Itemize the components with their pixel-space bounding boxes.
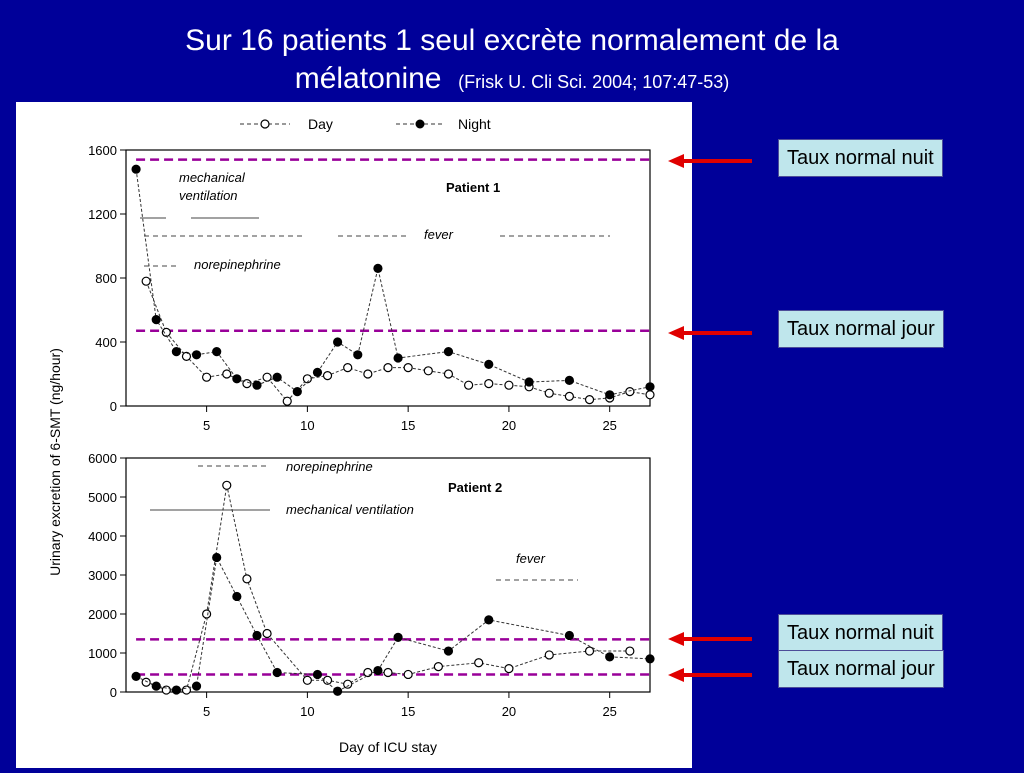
data-point-night xyxy=(565,376,573,384)
data-point-day xyxy=(465,381,473,389)
y-axis-label: Urinary excretion of 6-SMT (ng/hour) xyxy=(47,348,63,576)
data-point-night xyxy=(253,381,261,389)
data-point-night xyxy=(132,672,140,680)
legend-night-marker xyxy=(416,120,424,128)
data-point-night xyxy=(313,368,321,376)
y-tick-label: 0 xyxy=(109,685,117,700)
data-point-day xyxy=(223,370,231,378)
data-point-night xyxy=(273,669,281,677)
y-tick-label: 4000 xyxy=(88,529,117,544)
slide-title-line1: Sur 16 patients 1 seul excrète normalement de la xyxy=(185,24,839,57)
slide-title xyxy=(0,22,1024,101)
data-point-night xyxy=(193,351,201,359)
annotation-label: fever xyxy=(516,551,545,566)
data-point-day xyxy=(344,364,352,372)
data-point-night xyxy=(152,316,160,324)
x-axis-label: Day of ICU stay xyxy=(338,739,438,755)
x-tick-label: 25 xyxy=(602,418,617,433)
x-tick-label: 15 xyxy=(400,418,416,433)
x-tick-label: 25 xyxy=(602,704,617,719)
data-point-night xyxy=(646,383,654,391)
data-point-day xyxy=(324,372,332,380)
callout-day-top: Taux normal jour xyxy=(778,310,944,348)
data-point-night xyxy=(253,631,261,639)
annotation-label: mechanical ventilation xyxy=(286,502,414,517)
data-point-night xyxy=(152,682,160,690)
data-point-day xyxy=(203,610,211,618)
legend-day-label: Day xyxy=(308,116,333,132)
data-point-night xyxy=(213,348,221,356)
data-point-day xyxy=(626,647,634,655)
data-point-day xyxy=(565,392,573,400)
data-point-night xyxy=(233,592,241,600)
data-point-day xyxy=(475,659,483,667)
callout-night-top: Taux normal nuit xyxy=(778,139,943,177)
data-point-day xyxy=(364,370,372,378)
x-tick-label: 15 xyxy=(400,704,416,719)
chart-2 xyxy=(88,451,654,719)
chart-panel xyxy=(16,102,692,768)
data-point-day xyxy=(203,373,211,381)
data-point-day xyxy=(344,680,352,688)
data-point-night xyxy=(394,633,402,641)
y-tick-label: 3000 xyxy=(88,568,117,583)
data-point-day xyxy=(586,647,594,655)
chart-title: Patient 2 xyxy=(448,480,503,495)
data-point-day xyxy=(384,669,392,677)
data-point-day xyxy=(586,396,594,404)
data-point-night xyxy=(606,391,614,399)
data-point-day xyxy=(364,669,372,677)
callout-day-bottom: Taux normal jour xyxy=(778,650,944,688)
data-point-night xyxy=(334,338,342,346)
data-point-day xyxy=(142,277,150,285)
data-point-day xyxy=(243,575,251,583)
data-point-day xyxy=(545,651,553,659)
data-point-night xyxy=(313,670,321,678)
slide-title-line2 xyxy=(0,60,1024,101)
data-point-day xyxy=(404,364,412,372)
series-line-day xyxy=(146,281,650,401)
data-point-day xyxy=(223,481,231,489)
annotation-label: fever xyxy=(424,227,453,242)
data-point-day xyxy=(444,370,452,378)
y-tick-label: 1000 xyxy=(88,646,117,661)
data-point-night xyxy=(485,616,493,624)
data-point-night xyxy=(172,686,180,694)
data-point-day xyxy=(626,388,634,396)
y-tick-label: 5000 xyxy=(88,490,117,505)
data-point-night xyxy=(354,351,362,359)
series-line-night xyxy=(136,169,650,395)
chart-title: Patient 1 xyxy=(446,180,501,195)
chart-1 xyxy=(88,143,654,433)
citation: (Frisk U. Cli Sci. 2004; 107:47-53) xyxy=(458,72,730,92)
x-tick-label: 10 xyxy=(300,418,315,433)
y-tick-label: 800 xyxy=(95,271,117,286)
annotation-label: mechanical xyxy=(179,170,245,185)
data-point-night xyxy=(213,553,221,561)
y-tick-label: 400 xyxy=(95,335,117,350)
data-point-day xyxy=(424,367,432,375)
x-tick-label: 5 xyxy=(202,704,211,719)
x-tick-label: 10 xyxy=(300,704,315,719)
y-tick-label: 1200 xyxy=(88,207,117,222)
data-point-night xyxy=(293,388,301,396)
y-tick-label: 6000 xyxy=(88,451,117,466)
chart-legend xyxy=(240,116,491,132)
data-point-night xyxy=(374,667,382,675)
y-tick-label: 2000 xyxy=(88,607,117,622)
y-tick-label: 1600 xyxy=(88,143,117,158)
x-tick-label: 20 xyxy=(501,418,517,433)
data-point-day xyxy=(646,391,654,399)
data-point-night xyxy=(394,354,402,362)
data-point-day xyxy=(434,663,442,671)
data-point-day xyxy=(263,630,271,638)
data-point-day xyxy=(283,397,291,405)
legend-night-label: Night xyxy=(458,116,491,132)
data-point-night xyxy=(132,165,140,173)
data-point-night xyxy=(485,360,493,368)
data-point-night xyxy=(193,682,201,690)
annotation-label: norepinephrine xyxy=(286,459,373,474)
x-tick-label: 5 xyxy=(202,418,211,433)
data-point-night xyxy=(444,647,452,655)
callout-night-bottom: Taux normal nuit xyxy=(778,614,943,652)
data-point-night xyxy=(374,264,382,272)
data-point-night xyxy=(444,348,452,356)
plot-frame xyxy=(126,458,650,692)
series-line-night xyxy=(136,558,650,692)
annotation-label: norepinephrine xyxy=(194,257,281,272)
data-point-night xyxy=(334,687,342,695)
data-point-day xyxy=(505,381,513,389)
data-point-day xyxy=(485,380,493,388)
x-tick-label: 20 xyxy=(501,704,517,719)
chart-figure xyxy=(16,102,692,768)
data-point-day xyxy=(263,373,271,381)
data-point-day xyxy=(303,676,311,684)
data-point-night xyxy=(273,373,281,381)
data-point-night xyxy=(525,378,533,386)
annotation-label: ventilation xyxy=(179,188,238,203)
legend-day-marker xyxy=(261,120,269,128)
data-point-day xyxy=(404,670,412,678)
data-point-night xyxy=(565,631,573,639)
y-tick-label: 0 xyxy=(109,399,117,414)
slide-title-word: mélatonine xyxy=(294,62,442,95)
data-point-day xyxy=(384,364,392,372)
data-point-night xyxy=(172,348,180,356)
data-point-day xyxy=(505,665,513,673)
data-point-night xyxy=(606,653,614,661)
data-point-night xyxy=(233,375,241,383)
data-point-night xyxy=(646,655,654,663)
data-point-day xyxy=(162,686,170,694)
data-point-day xyxy=(545,389,553,397)
